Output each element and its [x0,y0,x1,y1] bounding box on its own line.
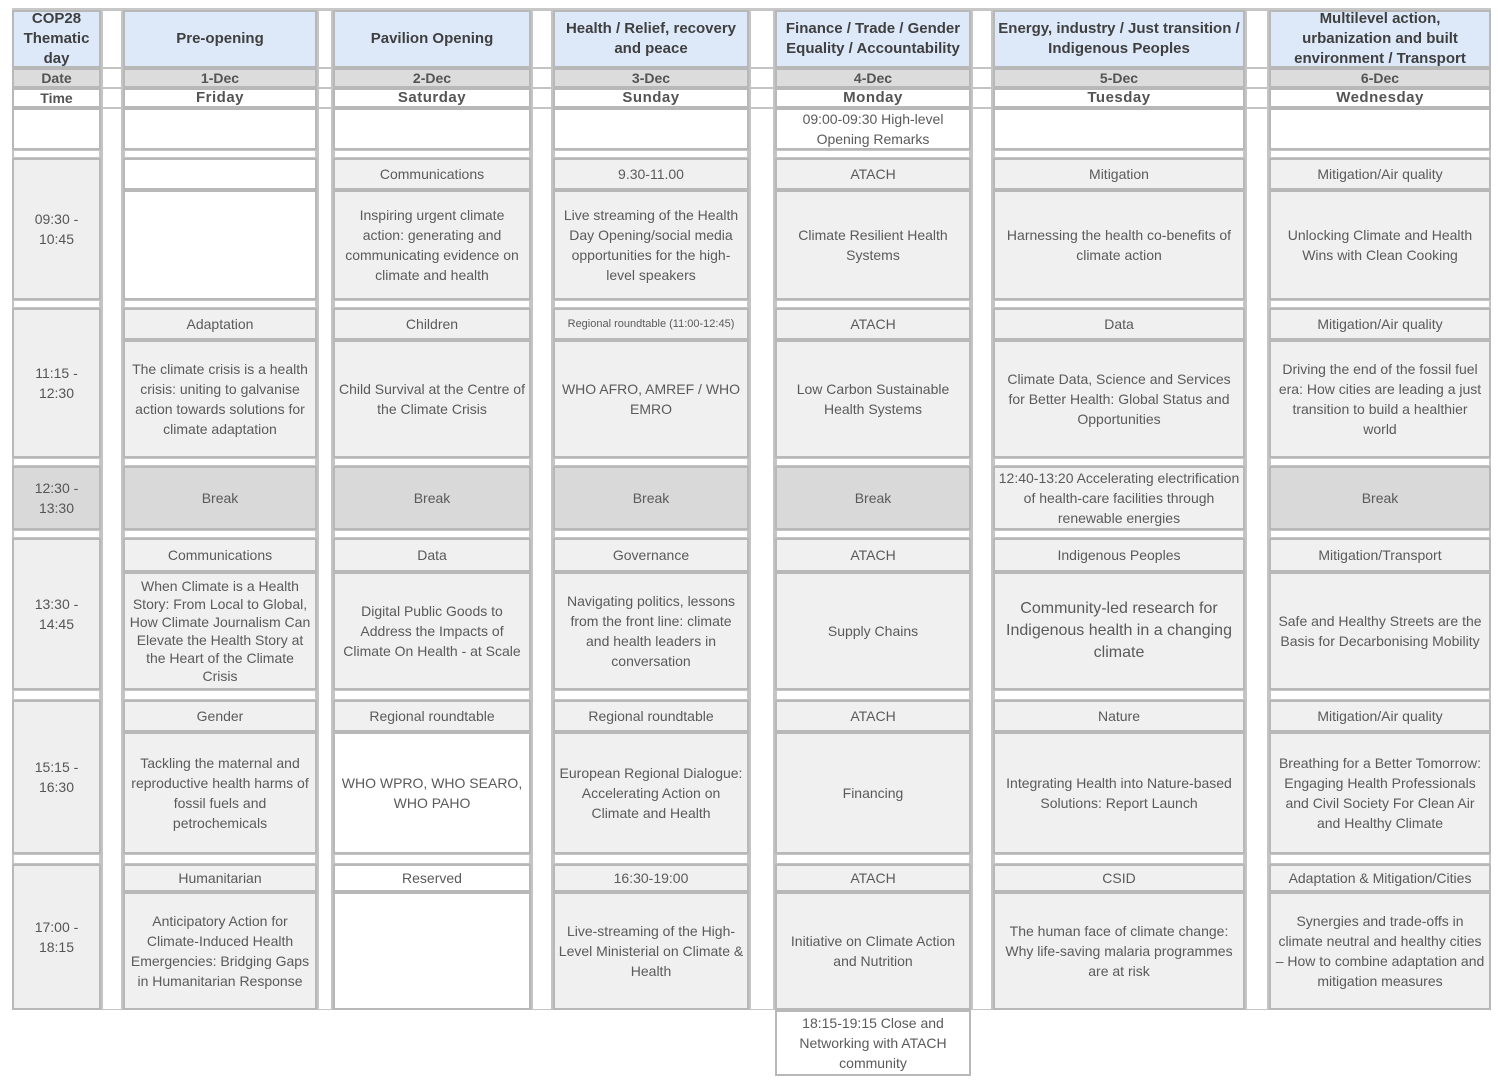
break-cell: Break [123,466,317,530]
row-spacer [775,300,971,308]
row-spacer [123,690,317,700]
weekday-header: Monday [775,88,971,108]
row-spacer [775,530,971,538]
session-theme: Mitigation/Air quality [1269,700,1491,732]
blank-cell [993,108,1245,150]
time-slot: 12:30 - 13:30 [12,466,101,530]
session-title: Synergies and trade-offs in climate neutral and healthy cities – How to combine adaptation and mitigation measures [1269,892,1491,1010]
session-theme: Data [993,308,1245,340]
row-spacer [1269,300,1491,308]
session-title: Digital Public Goods to Address the Impacts of Climate On Health - at Scale [333,572,531,690]
row-spacer [1245,10,1269,68]
row-spacer [553,150,749,158]
row-spacer [12,458,101,466]
session-title: Anticipatory Action for Climate-Induced Health Emergencies: Bridging Gaps in Humanitarian Response [123,892,317,1010]
row-spacer [123,530,317,538]
session-theme: ATACH [775,158,971,190]
session-title: 12:40-13:20 Accelerating electrification of health-care facilities through renewable energies [993,466,1245,530]
session-title: Financing [775,732,971,854]
row-spacer [317,88,333,108]
date-header: 3-Dec [553,68,749,88]
row-spacer [993,690,1245,700]
row-spacer [317,10,333,68]
break-cell: Break [1269,466,1491,530]
day-theme-header: Pre-opening [123,10,317,68]
day-theme-header: Energy, industry / Just transition / Indigenous Peoples [993,10,1245,68]
session-theme: Regional roundtable [553,700,749,732]
row-spacer [1269,530,1491,538]
session-theme: Communications [333,158,531,190]
session-title: Initiative on Climate Action and Nutrition [775,892,971,1010]
session-theme: Mitigation [993,158,1245,190]
blank-cell [12,108,101,150]
session-title: European Regional Dialogue: Accelerating Action on Climate and Health [553,732,749,854]
date-header: 5-Dec [993,68,1245,88]
session-title: WHO AFRO, AMREF / WHO EMRO [553,340,749,458]
blank-cell [1269,108,1491,150]
row-spacer [749,108,775,1010]
session-theme: Adaptation [123,308,317,340]
row-spacer [1245,108,1269,1010]
row-spacer [317,68,333,88]
session-theme: 9.30-11.00 [553,158,749,190]
session-title: Climate Data, Science and Services for Better Health: Global Status and Opportunities [993,340,1245,458]
row-spacer [971,88,993,108]
row-spacer [123,854,317,864]
opening-remarks: 09:00-09:30 High-level Opening Remarks [775,108,971,150]
row-spacer [993,458,1245,466]
session-title: Inspiring urgent climate action: generating and communicating evidence on climate and health [333,190,531,300]
blank-cell [333,108,531,150]
row-spacer [333,300,531,308]
row-spacer [531,10,553,68]
session-theme: Regional roundtable (11:00-12:45) [553,308,749,340]
row-spacer [123,300,317,308]
row-spacer [123,458,317,466]
row-spacer [1245,68,1269,88]
session-title: Tackling the maternal and reproductive health harms of fossil fuels and petrochemicals [123,732,317,854]
row-spacer [101,108,123,1010]
blank-cell [123,108,317,150]
session-theme: Gender [123,700,317,732]
session-title: WHO WPRO, WHO SEARO, WHO PAHO [333,732,531,854]
session-title: Safe and Healthy Streets are the Basis for Decarbonising Mobility [1269,572,1491,690]
row-spacer [12,300,101,308]
top-border-line [12,8,1491,10]
row-spacer [553,458,749,466]
row-spacer [101,88,123,108]
row-spacer [333,458,531,466]
row-spacer [775,458,971,466]
row-spacer [993,854,1245,864]
row-spacer [333,150,531,158]
row-spacer [775,854,971,864]
session-theme: Mitigation/Transport [1269,538,1491,572]
session-theme: Children [333,308,531,340]
break-cell: Break [333,466,531,530]
row-spacer [749,10,775,68]
session-theme: Mitigation/Air quality [1269,308,1491,340]
row-spacer [993,300,1245,308]
row-spacer [12,690,101,700]
row-spacer [531,88,553,108]
corner-thematic-day: COP28 Thematic day [12,10,101,68]
session-theme: Data [333,538,531,572]
row-spacer [12,854,101,864]
row-spacer [12,530,101,538]
time-slot: 17:00 - 18:15 [12,864,101,1010]
date-header: 1-Dec [123,68,317,88]
weekday-header: Tuesday [993,88,1245,108]
day-theme-header: Finance / Trade / Gender Equality / Accountability [775,10,971,68]
blank-cell [333,892,531,1010]
row-spacer [12,150,101,158]
session-title: Low Carbon Sustainable Health Systems [775,340,971,458]
date-header: 2-Dec [333,68,531,88]
session-title: The climate crisis is a health crisis: uniting to galvanise action towards solutions for climate adaptation [123,340,317,458]
session-title: Navigating politics, lessons from the front line: climate and health leaders in conversation [553,572,749,690]
date-header: 6-Dec [1269,68,1491,88]
session-theme: CSID [993,864,1245,892]
weekday-header: Wednesday [1269,88,1491,108]
row-spacer [333,690,531,700]
row-spacer [971,10,993,68]
day-theme-header: Multilevel action, urbanization and built environment / Transport [1269,10,1491,68]
blank-cell [123,190,317,300]
blank-cell [123,158,317,190]
row-spacer [1269,150,1491,158]
row-spacer [971,108,993,1010]
closing-networking: 18:15-19:15 Close and Networking with ATACH community [775,1010,971,1076]
break-cell: Break [775,466,971,530]
session-title: Live streaming of the Health Day Opening/social media opportunities for the high-level speakers [553,190,749,300]
session-theme: 16:30-19:00 [553,864,749,892]
session-title: Integrating Health into Nature-based Solutions: Report Launch [993,732,1245,854]
session-theme: Governance [553,538,749,572]
row-spacer [531,108,553,1010]
time-slot: 15:15 - 16:30 [12,700,101,854]
row-spacer [333,530,531,538]
row-spacer [1269,690,1491,700]
session-theme: Regional roundtable [333,700,531,732]
row-spacer [1269,854,1491,864]
session-theme: ATACH [775,538,971,572]
session-theme: ATACH [775,700,971,732]
time-slot: 09:30 - 10:45 [12,158,101,300]
row-spacer [1245,88,1269,108]
row-spacer [553,690,749,700]
row-spacer [333,854,531,864]
session-title: Climate Resilient Health Systems [775,190,971,300]
break-cell: Break [553,466,749,530]
blank-cell [553,108,749,150]
session-theme: Mitigation/Air quality [1269,158,1491,190]
row-spacer [775,690,971,700]
row-spacer [993,150,1245,158]
session-title: Unlocking Climate and Health Wins with Clean Cooking [1269,190,1491,300]
row-spacer [993,530,1245,538]
row-spacer [1269,458,1491,466]
session-theme: Reserved [333,864,531,892]
session-title: Child Survival at the Centre of the Climate Crisis [333,340,531,458]
row-spacer [749,68,775,88]
session-theme: Nature [993,700,1245,732]
corner-date: Date [12,68,101,88]
row-spacer [749,88,775,108]
row-spacer [775,150,971,158]
session-theme: Humanitarian [123,864,317,892]
session-title: When Climate is a Health Story: From Local to Global, How Climate Journalism Can Elevate the Health Story at the Heart of the Climate Crisis [123,572,317,690]
session-theme: ATACH [775,308,971,340]
time-slot: 11:15 - 12:30 [12,308,101,458]
row-spacer [101,68,123,88]
day-theme-header: Health / Relief, recovery and peace [553,10,749,68]
row-spacer [123,150,317,158]
row-spacer [971,68,993,88]
session-theme: Adaptation & Mitigation/Cities [1269,864,1491,892]
session-title: Community-led research for Indigenous health in a changing climate [993,572,1245,690]
day-theme-header: Pavilion Opening [333,10,531,68]
session-title: Harnessing the health co-benefits of climate action [993,190,1245,300]
weekday-header: Friday [123,88,317,108]
session-theme: Communications [123,538,317,572]
session-title: Breathing for a Better Tomorrow: Engaging Health Professionals and Civil Society For Clean Air and Healthy Climate [1269,732,1491,854]
row-spacer [553,530,749,538]
corner-time: Time [12,88,101,108]
row-spacer [531,68,553,88]
session-title: Live-streaming of the High-Level Ministerial on Climate & Health [553,892,749,1010]
time-slot: 13:30 - 14:45 [12,538,101,690]
weekday-header: Saturday [333,88,531,108]
session-title: Supply Chains [775,572,971,690]
row-spacer [317,108,333,1010]
date-header: 4-Dec [775,68,971,88]
session-title: The human face of climate change: Why life-saving malaria programmes are at risk [993,892,1245,1010]
session-theme: Indigenous Peoples [993,538,1245,572]
row-spacer [101,10,123,68]
row-spacer [553,854,749,864]
session-title: Driving the end of the fossil fuel era: How cities are leading a just transition to build a healthier world [1269,340,1491,458]
weekday-header: Sunday [553,88,749,108]
session-theme: ATACH [775,864,971,892]
row-spacer [553,300,749,308]
